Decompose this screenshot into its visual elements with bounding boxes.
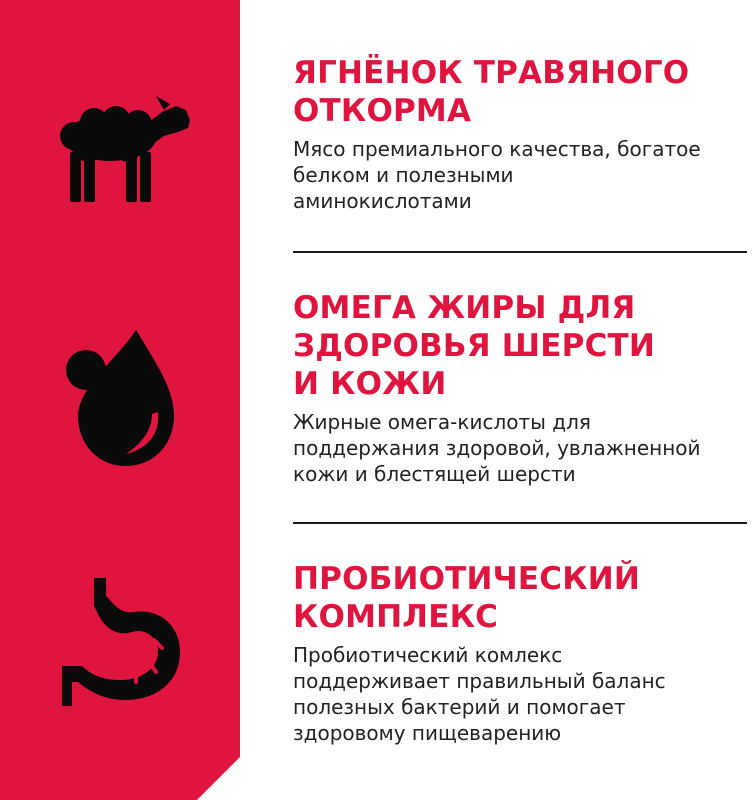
feature-lamb — [293, 54, 747, 214]
feature-title-line: ЗДОРОВЬЯ ШЕРСТИ — [293, 328, 656, 364]
feature-description-line: поддержания здоровой, увлажненной — [293, 436, 701, 460]
oil-drop-icon — [66, 330, 178, 468]
lamb-icon — [58, 92, 192, 204]
feature-description — [293, 409, 747, 487]
section-divider — [293, 522, 747, 524]
feature-description-line: поддерживает правильный баланс — [293, 669, 666, 693]
feature-description-line: Жирные омега-кислоты для — [293, 410, 591, 434]
feature-title — [293, 560, 747, 636]
feature-title-line: ПРОБИОТИЧЕСКИЙ — [293, 561, 641, 597]
feature-title — [293, 54, 747, 130]
feature-title-line: И КОЖИ — [293, 366, 447, 402]
section-divider — [293, 251, 747, 253]
feature-title-line: КОМПЛЕКС — [293, 599, 499, 635]
feature-title — [293, 289, 747, 403]
feature-title-line: ЯГНЁНОК ТРАВЯНОГО — [293, 55, 690, 91]
feature-description-line: Пробиотический комлекс — [293, 643, 563, 667]
feature-description — [293, 136, 747, 214]
feature-description-line: белком и полезными — [293, 163, 514, 187]
feature-title-line: ОТКОРМА — [293, 93, 472, 129]
feature-description-line: Мясо премиального качества, богатое — [293, 137, 701, 161]
feature-probiotic — [293, 560, 747, 746]
feature-description-line: кожи и блестящей шерсти — [293, 462, 576, 486]
feature-description — [293, 642, 747, 746]
feature-description-line: здоровому пищеварению — [293, 721, 562, 745]
stomach-icon — [62, 578, 184, 708]
feature-description-line: аминокислотами — [293, 189, 472, 213]
feature-omega — [293, 289, 747, 487]
feature-description-line: полезных бактерий и помогает — [293, 695, 626, 719]
feature-title-line: ОМЕГА ЖИРЫ ДЛЯ — [293, 290, 636, 326]
